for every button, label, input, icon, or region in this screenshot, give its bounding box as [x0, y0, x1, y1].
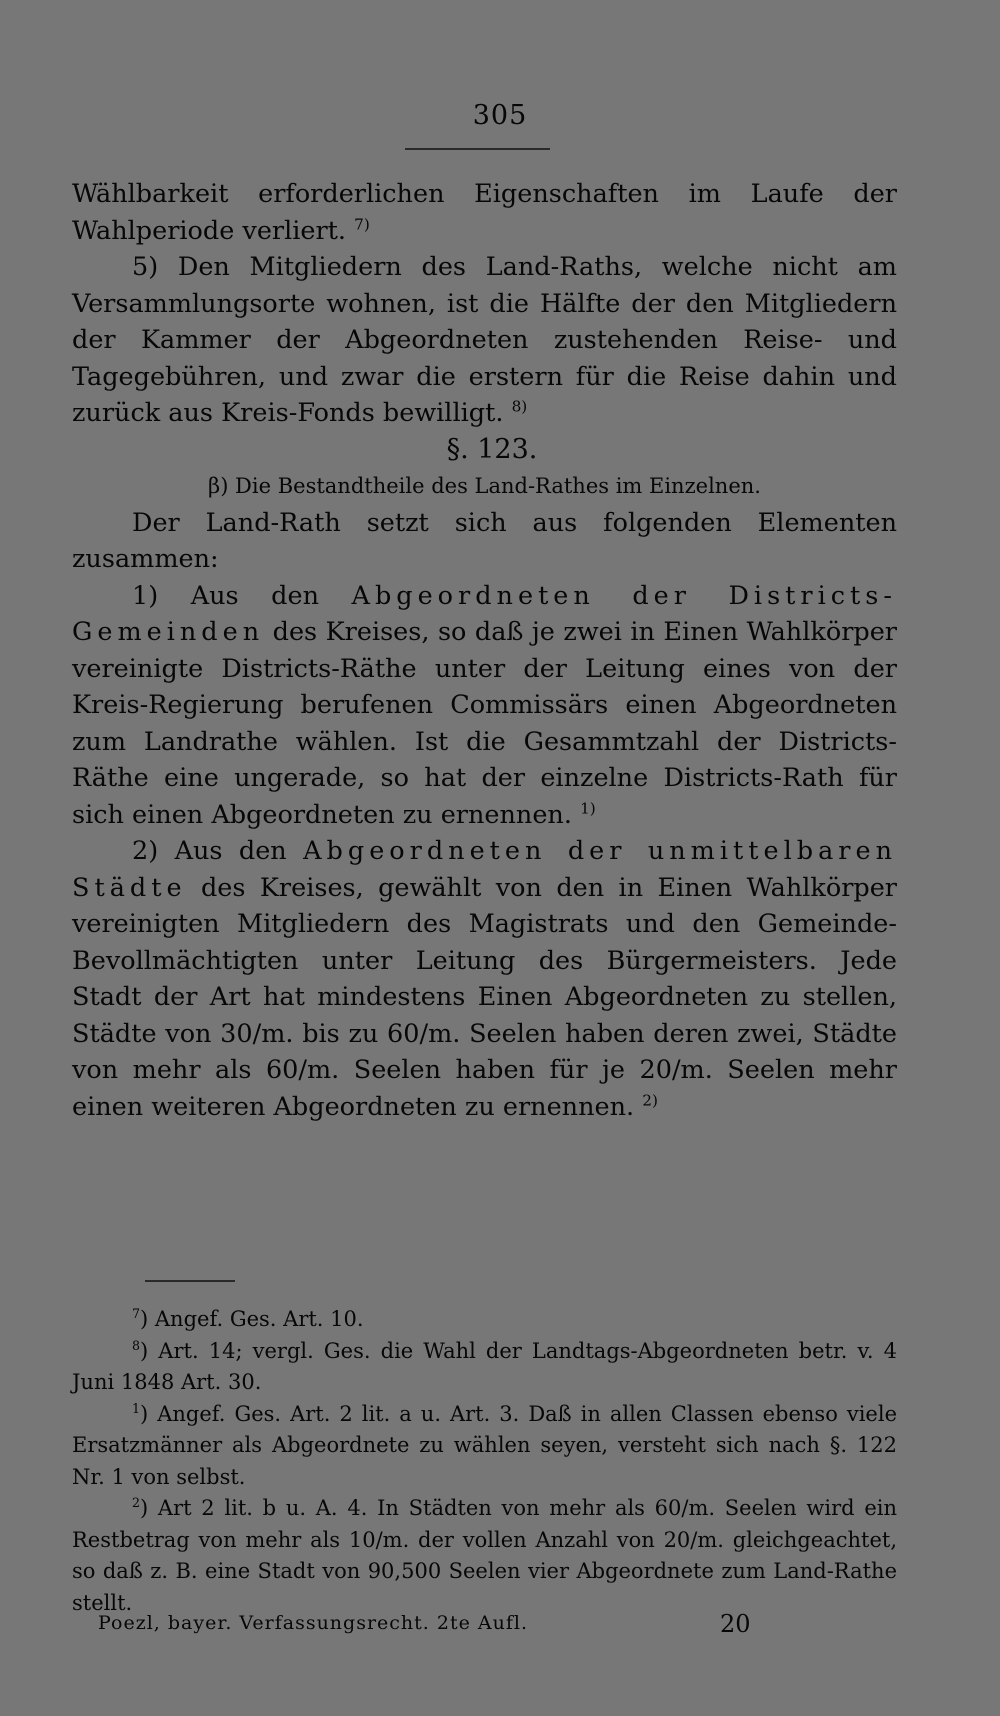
footnote-ref: 1)	[580, 799, 596, 817]
footnote-text: ) Art. 14; vergl. Ges. die Wahl der Landtags-Abgeordneten betr. v. 4 Juni 1848 Art. 30.	[72, 1338, 897, 1394]
footnote-text: ) Angef. Ges. Art. 10.	[140, 1307, 364, 1331]
paragraph-item-2	[72, 833, 897, 1125]
main-text	[72, 176, 897, 1125]
item-prefix: 2) Aus den	[132, 836, 304, 866]
paragraph-text: Wählbarkeit erforderlichen Eigenschaften im Laufe der Wahlperiode verliert.	[72, 179, 897, 246]
footnote-mark: 2	[132, 1495, 141, 1510]
footnote-rule	[145, 1280, 235, 1282]
footnote-ref: 7)	[354, 215, 370, 233]
spaced-phrase: Abgeordneten der Districts-Gemeinden	[72, 580, 897, 647]
spaced-phrase: Abgeordneten der unmittelbaren Städte	[72, 836, 897, 903]
signature-number: 20	[720, 1610, 751, 1638]
paragraph-intro: Der Land-Rath setzt sich aus folgenden Elementen zusammen:	[72, 507, 897, 574]
footnote-text: ) Angef. Ges. Art. 2 lit. a u. Art. 3. Daß in allen Classen ebenso viele Ersatzmänner als Abgeordnete zu wählen seyen, versteht sich nach §. 122 Nr. 1 von selbst.	[72, 1401, 897, 1489]
paragraph-item-1	[72, 578, 897, 834]
paragraph-item-5	[72, 249, 897, 432]
page-number: 305	[472, 100, 528, 131]
footnote-2	[72, 1493, 897, 1619]
footnote-ref: 8)	[511, 397, 528, 416]
footnote-ref: 2)	[642, 1091, 658, 1109]
paragraph-continuation	[72, 176, 897, 249]
section-heading: §. 123.	[446, 433, 538, 465]
item-text: des Kreises, so daß je zwei in Einen Wahlkörper vereinigte Districts-Räthe unter der Leitung eines von der Kreis-Regierung berufenen Commissärs einen Abgeordneten zum Landrathe wählen. Ist die Gesammtzahl der Districts-Räthe eine ungerade, so hat der einzelne Districts-Rath für sich einen Abgeordneten zu ernennen.	[72, 617, 897, 830]
footnote-1	[72, 1399, 897, 1494]
section-subtitle: β) Die Bestandtheile des Land-Rathes im Einzelnen.	[208, 474, 761, 498]
footnotes	[72, 1304, 897, 1619]
paragraph-text: 5) Den Mitgliedern des Land-Raths, welche nicht am Versammlungsorte wohnen, ist die Hälfte der den Mitgliedern der Kammer der Abgeordneten zustehenden Reise- und Tagegebühren, und zwar die erstern für die Reise dahin und zurück aus Kreis-Fonds bewilligt.	[72, 252, 897, 428]
footnote-8	[72, 1336, 897, 1399]
item-text: des Kreises, gewählt von den in Einen Wahlkörper vereinigten Mitgliedern des Magistrats und den Gemeinde-Bevollmächtigten unter Leitung des Bürgermeisters. Jede Stadt der Art hat mindestens Einen Abgeordneten zu stellen, Städte von 30/m. bis zu 60/m. Seelen haben deren zwei, Städte von mehr als 60/m. Seelen haben für je 20/m. Seelen mehr einen weiteren Abgeordneten zu ernennen.	[72, 872, 897, 1122]
printer-signature-line: Poezl, bayer. Verfassungsrecht. 2te Aufl.	[98, 1612, 528, 1634]
footnote-text: ) Art 2 lit. b u. A. 4. In Städten von mehr als 60/m. Seelen wird ein Restbetrag von mehr als 10/m. der vollen Anzahl von 20/m. gleichgeachtet, so daß z. B. eine Stadt von 90,500 Seelen vier Abgeordnete zum Land-Rathe stellt.	[72, 1496, 897, 1615]
header-rule	[405, 148, 550, 150]
footnote-7	[72, 1304, 897, 1336]
footnote-mark: 7	[132, 1306, 141, 1321]
footnote-mark: 8	[132, 1337, 141, 1353]
footnote-mark: 1	[132, 1400, 141, 1416]
item-prefix: 1) Aus den	[132, 580, 352, 611]
